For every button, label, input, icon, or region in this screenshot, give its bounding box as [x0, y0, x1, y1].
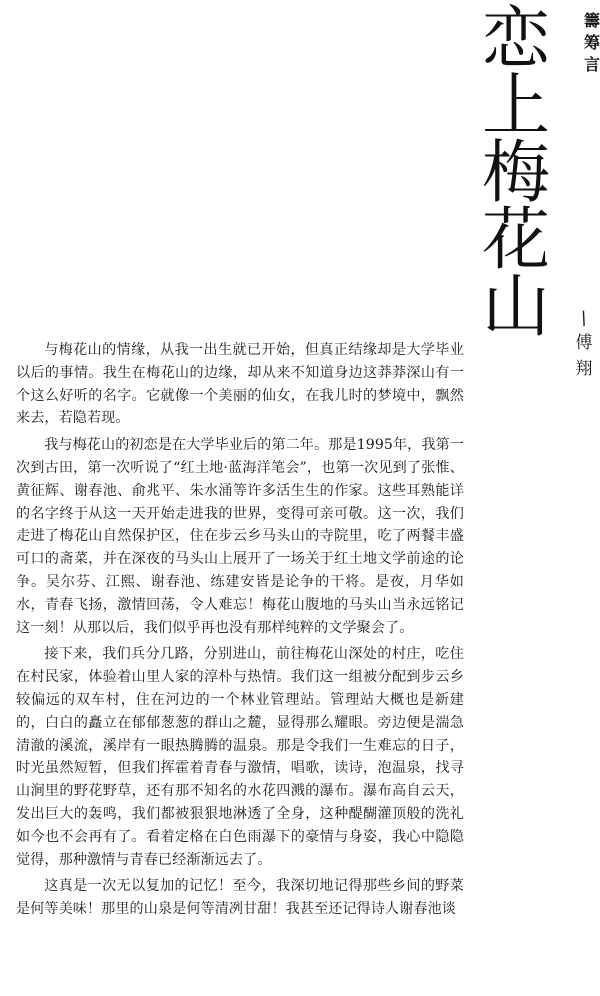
author-char: 傅: [575, 333, 593, 353]
cropped-side-text: [584, 10, 600, 100]
side-char: 籌: [584, 11, 600, 30]
title-char: 花: [481, 201, 550, 280]
article-body: [16, 339, 464, 925]
title-char: 梅: [481, 134, 550, 213]
title-char: 恋: [481, 0, 550, 79]
paragraph: 我与梅花山的初恋是在大学毕业后的第二年。那是1995年，我第一次到古田，第一次听说了“红土地·蓝海洋笔会”，也第一次见到了张惟、黄征辉、谢春池、俞兆平、朱水涌等许多活生生的作家。这些耳熟能详的名字终于从这一天开始走进我的世界，变得可亲可敬。这一次，我们走进了梅花山自然保护区，住在步云乡马头山的寺院里，吃了两餐丰盛可口的斋菜，并在深夜的马头山上展开了一场关于红土地文学前途的论争。吴尔芬、江熙、谢春池、练建安皆是论争的干将。是夜，月华如水，青春飞扬，激情回荡，令人难忘！梅花山腹地的马头山当永远铭记这一刻！从那以后，我们似乎再也没有那样纯粹的文学聚会了。: [16, 437, 464, 636]
side-char: 筹: [584, 33, 600, 52]
side-char: 言: [584, 55, 600, 74]
title-char: 山: [481, 268, 550, 347]
author-char: 翔: [575, 359, 593, 379]
author-dash: /: [577, 307, 591, 330]
article-title: [478, 0, 554, 347]
author-byline: [572, 308, 596, 382]
paragraph: 这真是一次无以复加的记忆！至今，我深切地记得那些乡间的野菜是何等美味！那里的山泉是何等清冽甘甜！我甚至还记得诗人谢春池谈: [16, 878, 464, 918]
title-char: 上: [481, 67, 550, 146]
paragraph: 接下来，我们兵分几路，分别进山，前往梅花山深处的村庄，吃住在村民家，体验着山里人家的淳朴与热情。我们这一组被分配到步云乡较偏远的双车村，住在河边的一个林业管理站。管理站大概也是新建的，白白的矗立在郁郁葱葱的群山之麓，显得那么耀眼。旁边便是湍急清澈的溪流，溪岸有一眼热腾腾的温泉。那是令我们一生难忘的日子，时光虽然短暂，但我们挥霍着青春与激情，唱歌，读诗，泡温泉，找寻山涧里的野花野草，还有那不知名的水花四溅的瀑布。瀑布高自云天，发出巨大的轰鸣，我们都被狠狠地淋透了全身，这种醍醐灌顶般的洗礼如今也不会再有了。看着定格在白色雨瀑下的豪情与身姿，我心中隐隐觉得，那种激情与青春已经渐渐远去了。: [16, 646, 464, 868]
paragraph: 与梅花山的情缘，从我一出生就已开始，但真正结缘却是大学毕业以后的事情。我生在梅花山的边缘，却从来不知道身边这莽莽深山有一个这么好听的名字。它就像一个美丽的仙女，在我儿时的梦境中，飘然来去，若隐若现。: [16, 342, 464, 427]
